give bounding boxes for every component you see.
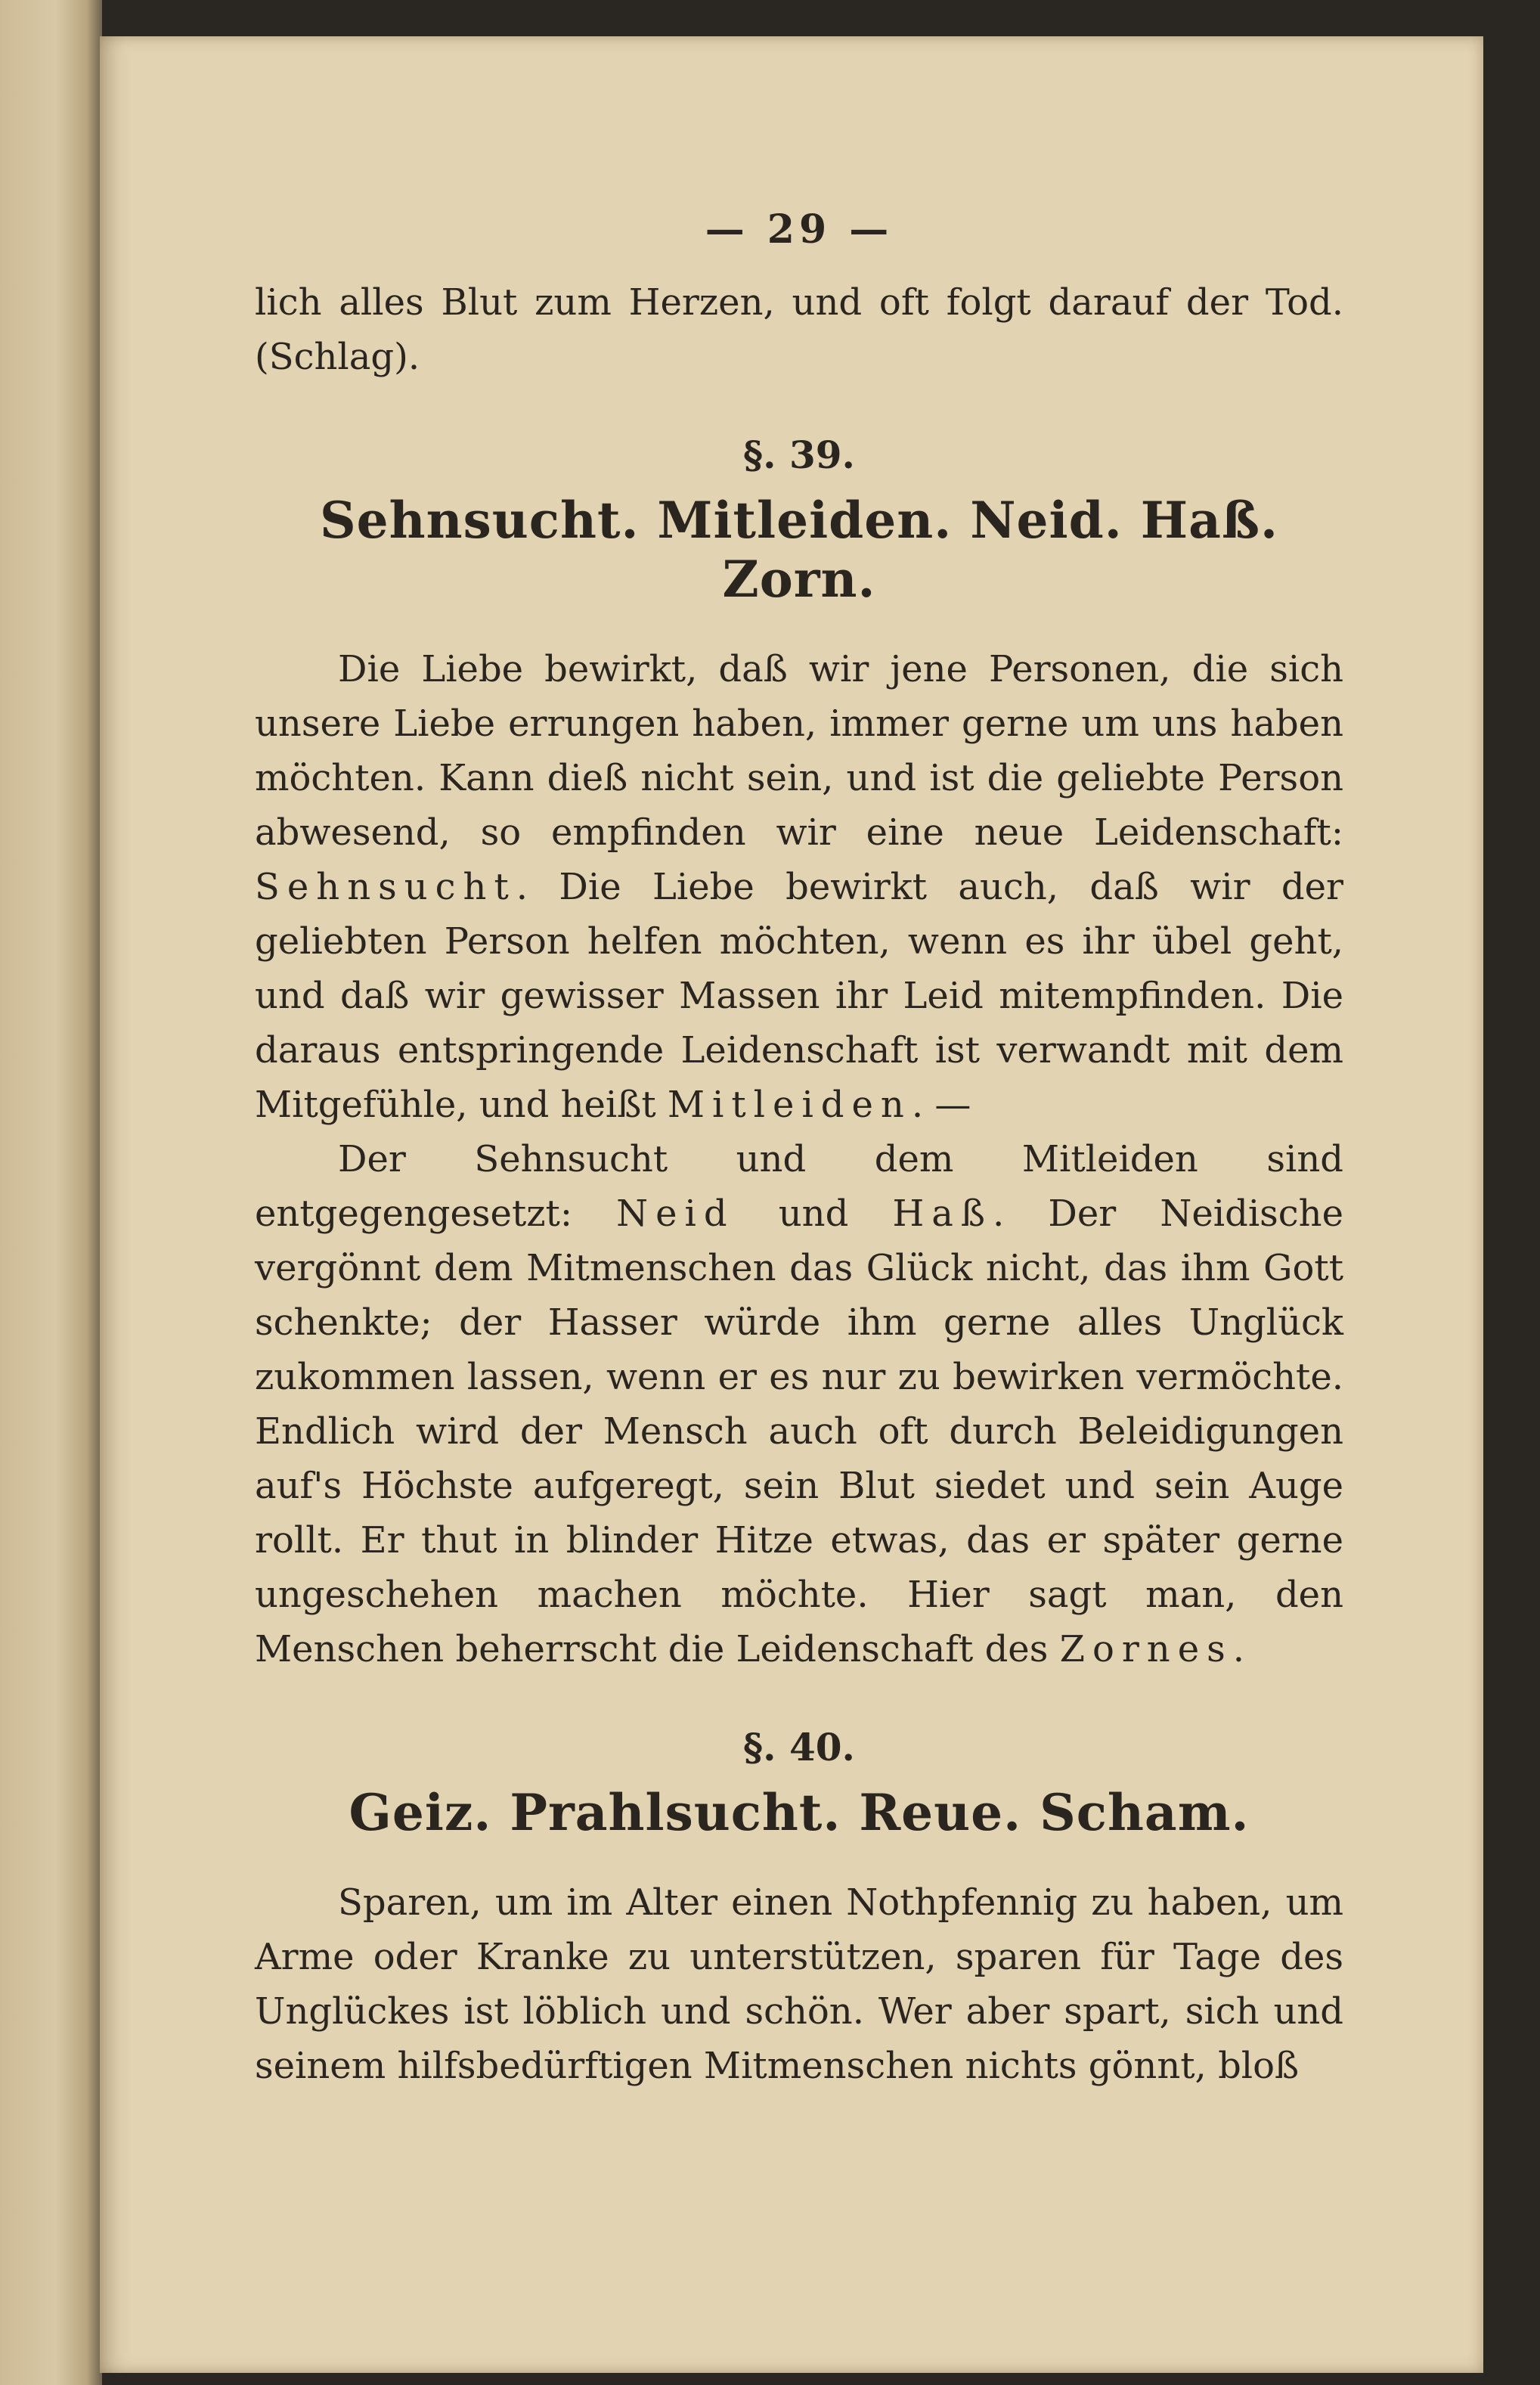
emphasized-term-neid: Neid (616, 1192, 735, 1235)
emphasized-term-zornes: Zornes (1059, 1628, 1233, 1670)
emphasized-term-hass: Haß (892, 1192, 993, 1235)
page-number: — 29 — (705, 206, 894, 253)
section-40-heading: Geiz. Prahlsucht. Reue. Scham. (349, 1783, 1250, 1842)
page-text-block (255, 206, 1343, 2188)
section-39-mark: §. 39. (743, 433, 855, 477)
text-run: . Der Neidische vergönnt dem Mitmenschen das Glück nicht, das ihm Gott schenkte; der Hasser würde ihm gerne alles Unglück zukommen lassen, wenn er es nur zu bewirken vermöchte. Endlich wird der Mensch auch oft durch Beleidigungen auf's Höchste aufgeregt, sein Blut siedet und sein Auge rollt. Er thut in blinder Hitze etwas, das er später gerne ungeschehen machen möchte. Hier sagt man, den Menschen beherrscht die Leidenschaft des (255, 1192, 1344, 1670)
text-run: und (734, 1192, 893, 1235)
text-run: Der Sehnsucht und dem Mitleiden sind entgegengesetzt: (255, 1138, 1343, 1235)
continuation-paragraph: lich alles Blut zum Herzen, und oft folgt darauf der Tod. (Schlag). (255, 281, 1343, 378)
emphasized-term-mitleiden: Mitleiden (667, 1084, 912, 1126)
emphasized-term-sehnsucht: Sehnsucht (255, 866, 516, 908)
section-40-mark: §. 40. (743, 1725, 855, 1769)
text-run: . Die Liebe bewirkt auch, daß wir der geliebten Person helfen möchten, wenn es ihr übel geht, und daß wir gewisser Massen ihr Leid mitempfinden. Die daraus entspringende Leidenschaft ist verwandt mit dem Mitgefühle, und heißt (255, 866, 1343, 1126)
text-run: Die Liebe bewirkt, daß wir jene Personen, die sich unsere Liebe errungen haben, immer gerne um uns haben möchten. Kann dieß nicht sein, und ist die geliebte Person abwesend, so empfinden wir eine neue Leidenschaft: (255, 648, 1343, 854)
section-39-paragraph-2 (255, 1132, 1343, 1676)
text-run: . — (911, 1084, 971, 1126)
section-39-heading: Sehnsucht. Mitleiden. Neid. Haß. Zorn. (320, 491, 1278, 609)
section-40-paragraph-1: Sparen, um im Alter einen Nothpfennig zu haben, um Arme oder Kranke zu unterstützen, sparen für Tage des Unglückes ist löblich und schön. Wer aber spart, sich und seinem hilfsbedürftigen Mitmenschen nichts gönnt, bloß (255, 1881, 1343, 2087)
book-page (100, 36, 1483, 2373)
section-39-paragraph-1 (255, 642, 1343, 1132)
text-run: . (1232, 1628, 1245, 1670)
facing-page-edge (0, 0, 102, 2385)
